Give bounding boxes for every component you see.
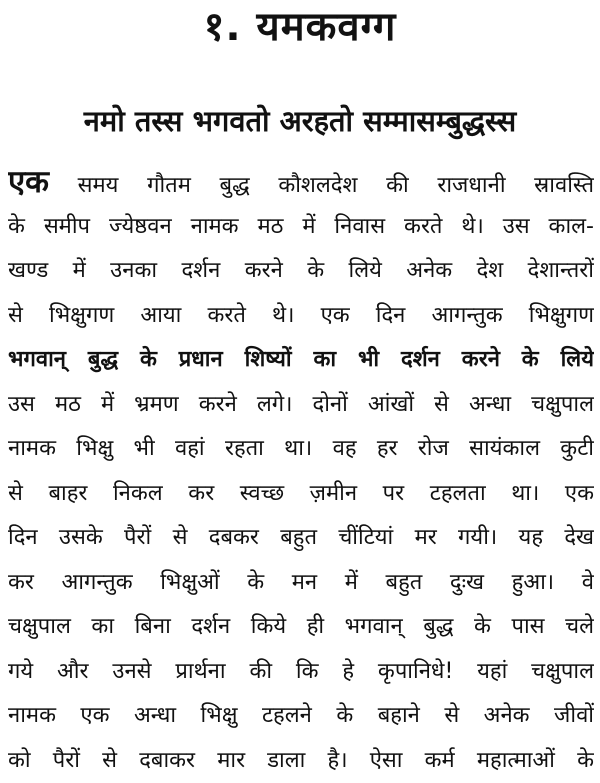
text-line-14: को पैरों से दबाकर मार डाला है। ऐसा कर्म महात्माओं के	[8, 739, 594, 783]
text-line-7: नामक भिक्षु भी वहां रहता था। वह हर रोज सायंकाल कुटी	[8, 427, 594, 472]
body-paragraph	[8, 160, 594, 783]
chapter-title: १. यमकवग्ग	[0, 2, 600, 52]
invocation-heading: नमो तस्स भगवतो अरहतो सम्मासम्बुद्धस्स	[8, 100, 592, 142]
text-line-3: खण्ड में उनका दर्शन करने के लिये अनेक देश देशान्तरों	[8, 249, 594, 294]
text-line-11: चक्षुपाल का बिना दर्शन किये ही भगवान् बुद्ध के पास चले	[8, 605, 594, 650]
text-line-8: से बाहर निकल कर स्वच्छ ज़मीन पर टहलता था। एक	[8, 472, 594, 517]
text-line-13: नामक एक अन्धा भिक्षु टहलने के बहाने से अनेक जीवों	[8, 694, 594, 739]
text-line-12: गये और उनसे प्रार्थना की कि हे कृपानिधे! यहां चक्षुपाल	[8, 650, 594, 695]
text-line-4: से भिक्षुगण आया करते थे। एक दिन आगन्तुक भिक्षुगण	[8, 294, 594, 339]
text-line-1	[8, 160, 594, 205]
text-line-10: कर आगन्तुक भिक्षुओं के मन में बहुत दुःख हुआ। वे	[8, 561, 594, 606]
text-line-6: उस मठ में भ्रमण करने लगे। दोनों आंखों से अन्धा चक्षुपाल	[8, 383, 594, 428]
text-line-9: दिन उसके पैरों से दबकर बहुत चींटियां मर गयी। यह देख	[8, 516, 594, 561]
lead-word: एक	[8, 164, 49, 200]
text-line-5: भगवान् बुद्ध के प्रधान शिष्यों का भी दर्शन करने के लिये	[8, 338, 594, 383]
text-line-1-rest: समय गौतम बुद्ध कौशलदेश की राजधानी स्रावस्ति	[49, 173, 594, 198]
text-line-2: के समीप ज्येष्ठवन नामक मठ में निवास करते थे। उस काल-	[8, 205, 594, 250]
